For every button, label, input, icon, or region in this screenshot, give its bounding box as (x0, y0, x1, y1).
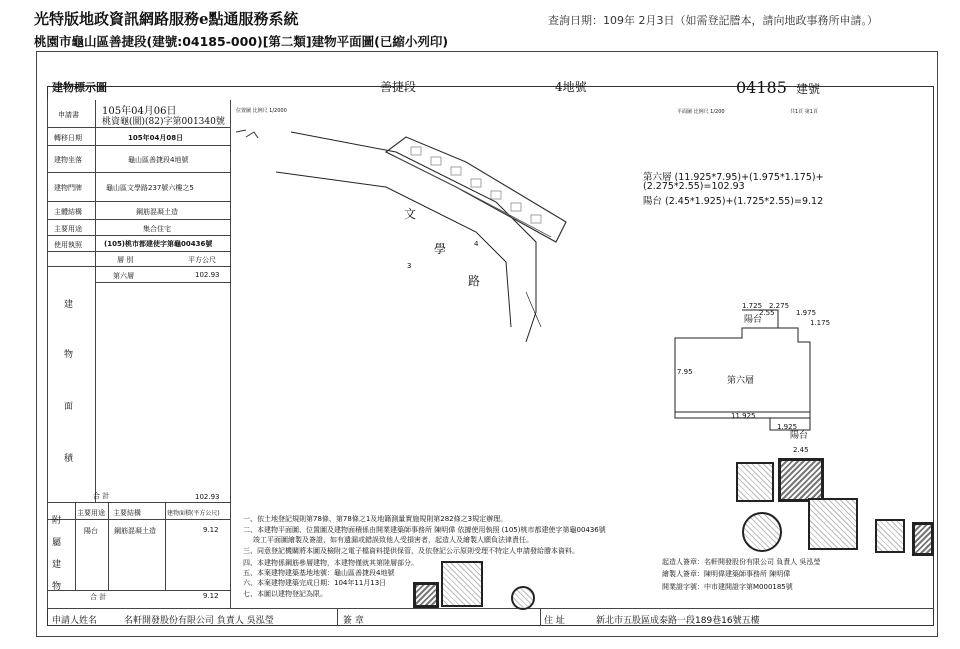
owner-signature: 起造人簽章：名軒開發股份有限公司 負責人 吳泓瑩 (662, 558, 821, 566)
area-formula: (2.275*2.55)=102.93 (643, 181, 745, 192)
door-label: 建物門牌 (54, 184, 82, 192)
seal-stamp (736, 462, 774, 502)
area-column-header: 平方公尺 (188, 256, 216, 264)
seal-stamp (742, 512, 782, 552)
row-line (47, 145, 230, 146)
balcony-label: 陽台 (744, 315, 763, 325)
attach-area-header: 建物面積(平方公尺) (167, 510, 220, 517)
use-label: 主要用途 (54, 225, 82, 233)
reg-date: 105年04月08日 (128, 134, 184, 142)
table-border (47, 100, 48, 608)
license-number: 開業證字號：中市建開證字第M000185號 (662, 583, 793, 591)
note-line: 三、同意登記機關將本圖及檢附之電子檔資料提供保管，及依登記公示原則受理不特定人申請發給謄本資料。 (243, 547, 579, 555)
seal-stamp (441, 561, 483, 607)
address-value: 新北市五股區成泰路一段189巷16號五樓 (596, 616, 760, 626)
table-divider (95, 100, 96, 502)
table-divider (337, 608, 338, 626)
building-number-label: 建號 (796, 82, 821, 96)
drafter-signature: 繪製人簽章：陳明偉建築師事務所 陳明偉 (662, 570, 791, 578)
row-line (47, 266, 230, 267)
license-label: 使用執照 (54, 241, 82, 249)
section-name: 善捷段 (380, 80, 417, 94)
address-label: 住 址 (544, 616, 565, 626)
document-subtitle: 桃園市龜山區善捷段(建號:04185-000)[第二類]建物平面圖(已縮小列印) (34, 34, 449, 49)
lot-mark: 3 (407, 262, 412, 270)
attach-area: 9.12 (203, 526, 219, 534)
note-line: 竣工平面圖繪製及簽證，如有遺漏或錯誤致他人受損害者，起造人及繪製人願負法律責任。 (253, 536, 533, 544)
vertical-label-char: 附 (52, 516, 62, 526)
road-label-char: 文 (404, 207, 417, 221)
table-divider (75, 502, 76, 590)
note-line: 五、本案建物建築基地地號：龜山區善捷段4地號 (243, 569, 395, 577)
note-line: 一、依土地登記規則第78條、第78條之1及地籍測量實施規則第282條之3規定辦理。 (243, 515, 508, 523)
dim-1175: 1.175 (810, 319, 831, 327)
road-label-char: 路 (468, 274, 481, 288)
dim-1975: 1.975 (796, 309, 817, 317)
attach-total-label: 合 計 (90, 593, 107, 601)
vertical-label-char: 物 (64, 350, 74, 360)
area-total-label: 合 計 (93, 492, 110, 500)
page-count: 共1頁 第1頁 (790, 109, 818, 115)
vertical-label-char: 積 (64, 454, 74, 464)
apply-number: 桃資龜(圖)(82)字第001340號 (102, 117, 225, 127)
table-divider (108, 502, 109, 590)
attach-structure-header: 主要結構 (113, 509, 141, 517)
vertical-label-char: 建 (52, 560, 62, 570)
area-formula: 第六層 (11.925*7.95)+(1.975*1.175)+ (643, 172, 824, 183)
system-title: 光特版地政資訊網路服務e點通服務系統 (34, 10, 299, 28)
balcony-formula: 陽台 (2.45*1.925)+(1.725*2.55)=9.12 (643, 196, 824, 207)
attach-use: 陽台 (84, 527, 98, 535)
seal-label: 簽 章 (343, 616, 364, 626)
attach-total: 9.12 (203, 592, 219, 600)
seal-stamp (413, 582, 439, 608)
table-divider (165, 502, 166, 590)
row-line (47, 590, 230, 591)
vertical-label-char: 物 (52, 582, 62, 592)
floor-name: 第六層 (113, 272, 134, 280)
row-line (47, 251, 230, 252)
applicant-name: 名軒開發股份有限公司 負責人 吳泓瑩 (124, 616, 274, 626)
applicant-label: 申請人姓名 (52, 616, 98, 626)
floor-area: 102.93 (195, 271, 220, 279)
balcony-label: 陽台 (790, 431, 809, 441)
dim-11925: 11.925 (731, 412, 756, 420)
vertical-label-char: 面 (64, 402, 74, 412)
site-plan-drawing (236, 112, 656, 352)
apply-label: 申請書 (58, 111, 79, 119)
note-line: 二、本建物平面圖、位置圖及建物面積係由開業建築師事務所 陳明偉 依據使用執照 (105)桃市都建使字第龜00436號 (243, 526, 606, 534)
dim-1925: 1.925 (777, 423, 798, 431)
table-divider (540, 608, 541, 626)
footer-line (47, 608, 934, 609)
room-label: 第六層 (727, 376, 755, 386)
dim-245: 2.45 (793, 446, 809, 454)
attach-use-header: 主要用途 (77, 509, 105, 517)
dim-1725: 1.725 (742, 302, 763, 310)
row-line (47, 172, 230, 173)
row-line (47, 201, 230, 202)
dim-255: 2.55 (759, 309, 775, 317)
row-line (95, 282, 230, 283)
note-line: 六、本案建物建築完成日期：104年11月13日 (243, 579, 387, 587)
use-value: 集合住宅 (143, 225, 171, 233)
building-number: 04185 (736, 78, 787, 97)
license-value: (105)桃市都建使字第龜00436號 (104, 240, 213, 248)
seal-stamp (808, 498, 858, 550)
floor-column-header: 層 別 (117, 256, 134, 264)
area-total: 102.93 (195, 493, 220, 501)
dim-2275: 2.275 (769, 302, 790, 310)
vertical-label-char: 建 (64, 300, 74, 310)
lot-mark: 4 (474, 240, 479, 248)
note-line: 七、本圖以建物登記為限。 (243, 590, 327, 598)
query-date: 查詢日期：109年 2月3日（如需登記謄本，請向地政事務所申請。） (548, 14, 878, 27)
floor-plan-scale: 平面圖 比例尺 1/200 (677, 109, 725, 115)
seal-stamp (511, 586, 535, 610)
row-line (47, 219, 230, 220)
lot-number: 4地號 (555, 80, 587, 94)
seal-stamp (778, 458, 824, 502)
seal-stamp (875, 519, 905, 553)
structure-label: 主體結構 (54, 208, 82, 216)
form-title: 建物標示圖 (52, 81, 107, 94)
location-label: 建物坐落 (54, 156, 82, 164)
table-divider (230, 100, 231, 608)
row-line (47, 235, 230, 236)
site-plan-scale: 位置圖 比例尺 1/2000 (236, 108, 287, 114)
attach-structure: 鋼筋混凝土造 (114, 527, 156, 535)
road-label-char: 學 (434, 242, 447, 256)
seal-stamp (912, 522, 934, 556)
reg-date-label: 轉移日期 (54, 134, 82, 142)
row-line (47, 127, 230, 128)
apply-date: 105年04月06日 (102, 106, 177, 117)
structure-value: 鋼筋混凝土造 (136, 208, 178, 216)
location-value: 龜山區善捷段4地號 (128, 156, 189, 164)
door-value: 龜山區文學路237號六樓之5 (106, 184, 194, 192)
dim-795: 7.95 (677, 368, 693, 376)
note-line: 四、本建物係鋼筋參層建物，本建物僅就其第陸層部分。 (243, 559, 418, 567)
vertical-label-char: 屬 (52, 538, 62, 548)
